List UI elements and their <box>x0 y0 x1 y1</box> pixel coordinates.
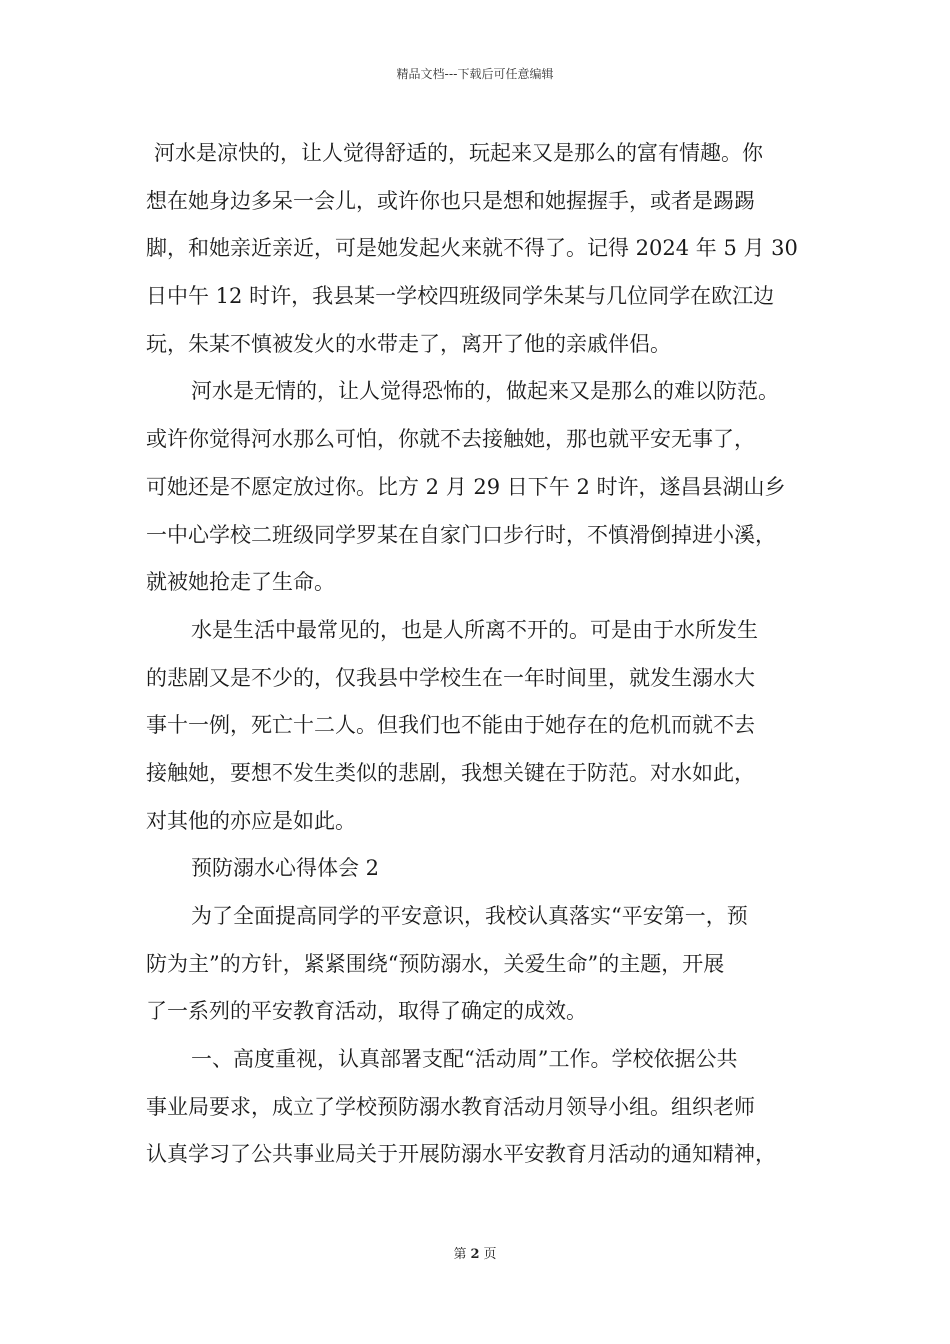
text-line: 可她还是不愿定放过你。比方 2 月 29 日下午 2 时许，遂昌县湖山乡 <box>146 474 786 499</box>
text-line: 玩，朱某不慎被发火的水带走了，离开了他的亲戚伴侣。 <box>146 331 671 356</box>
text-line: 想在她身边多呆一会儿，或许你也只是想和她握握手，或者是踢踢 <box>146 188 755 213</box>
text-line: 防为主”的方针，紧紧围绕“预防溺水，关爱生命”的主题，开展 <box>146 951 725 976</box>
page-footer <box>0 1246 950 1264</box>
text-line: 河水是无情的，让人觉得恐怖的，做起来又是那么的难以防范。 <box>191 379 779 404</box>
page-number-suffix: 页 <box>483 1247 497 1262</box>
text-line: 一中心学校二班级同学罗某在自家门口步行时，不慎滑倒掉进小溪， <box>146 522 776 547</box>
page-number-prefix: 第 <box>453 1247 467 1262</box>
text-line: 为了全面提高同学的平安意识，我校认真落实“平安第一，预 <box>191 904 748 928</box>
text-line: 事业局要求，成立了学校预防溺水教育活动月领导小组。组织老师 <box>146 1094 755 1119</box>
text-line: 一、高度重视，认真部署支配“活动周”工作。学校依据公共 <box>191 1047 738 1072</box>
text-line: 水是生活中最常见的，也是人所离不开的。可是由于水所发生 <box>191 617 758 642</box>
text-line: 脚，和她亲近亲近，可是她发起火来就不得了。记得 2024 年 5 月 30 <box>146 236 798 261</box>
body-text <box>146 130 826 1179</box>
text-line: 的悲剧又是不少的，仅我县中学校生在一年时间里，就发生溺水大 <box>146 665 755 690</box>
page-header: 精品文档---下载后可任意编辑 <box>396 67 554 81</box>
text-line: 认真学习了公共事业局关于开展防溺水平安教育月活动的通知精神， <box>146 1142 776 1167</box>
text-line: 就被她抢走了生命。 <box>146 570 335 595</box>
text-line: 了一系列的平安教育活动，取得了确定的成效。 <box>146 999 587 1024</box>
text-line: 河水是凉快的，让人觉得舒适的，玩起来又是那么的富有情趣。你 <box>154 141 763 165</box>
text-line: 日中午 12 时许，我县某一学校四班级同学朱某与几位同学在欧江边 <box>146 284 775 309</box>
text-line: 接触她，要想不发生类似的悲剧，我想关键在于防范。对水如此， <box>146 760 755 785</box>
text-line: 对其他的亦应是如此。 <box>146 808 356 833</box>
text-line: 事十一例，死亡十二人。但我们也不能由于她存在的危机而就不去 <box>146 713 755 738</box>
text-line: 或许你觉得河水那么可怕，你就不去接触她，那也就平安无事了， <box>146 427 755 452</box>
section-heading: 预防溺水心得体会 2 <box>191 856 380 881</box>
page-number: 2 <box>470 1247 480 1262</box>
